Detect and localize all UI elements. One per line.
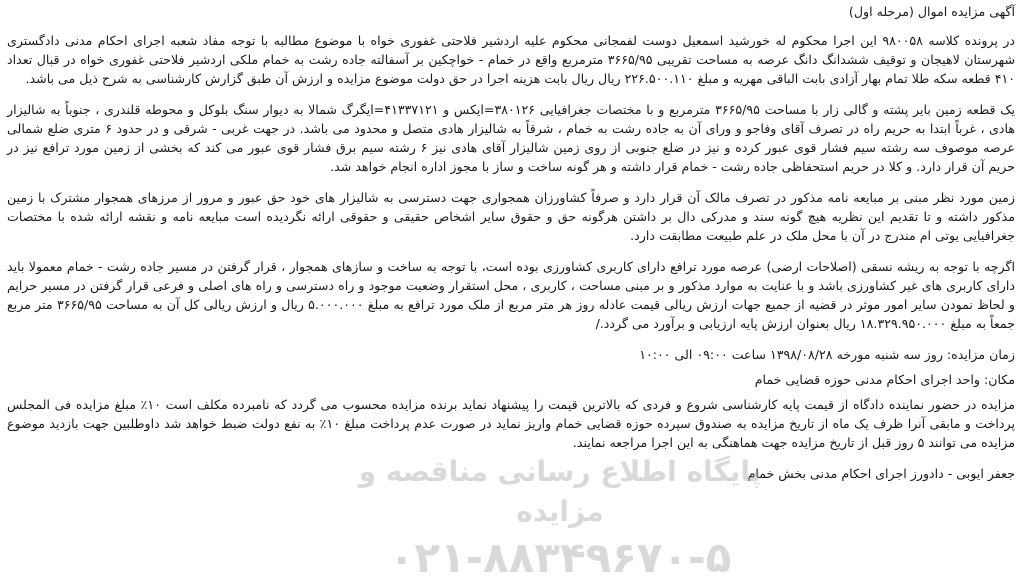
property-description-paragraph: یک قطعه زمین بایر پشته و گالی زار با مساحت ۳۶۶۵/۹۵ مترمربع و با مختصات جغرافیایی ۳۸۰۱۲۶=ایکس و ۴۱۳۳۷۱۲۱=ایگرگ شمالا به دیوار سنگ بلوکل و محوطه قلندری ، جنوباً به شالیزار هادی ، غرباً ابتدا به حریم راه در تصرف آقای وفاجو و ورای آن به جاده رشت به خمام ، شرقاً به شالیزار هادی متصل و محدود می باشد. در جهت غربی - شرقی و در حدود ۶ متری ضلع شمالی عرصه موصوف سه رشته سیم فشار قوی عبور کرده و نیز در ضلع جنوبی از روی زمین شالیزار آقای هادی نیز ۶ رشته سیم برق فشار قوی عبور می کند که بخشی از زمین مورد ترافع نیز در حریم آن قرار دارد. و کلا در حریم استحفاظی جاده رشت - خمام قرار داشته و هر گونه ساخت و ساز با مجوز اداره انجام خواهد شد. [7,102,1015,174]
notice-title: آگهی مزایده اموال (مرحله اول) [848,4,1015,19]
valuation-paragraph: اگرچه با توجه به ریشه نسقی (اصلاحات ارضی) عرصه مورد ترافع دارای کاربری کشاورزی بوده است، با توجه به ساخت و سازهای همجوار ، قرار گرفتن در مسیر جاده رشت - خمام معمولا باید دارای کاربری های غیر کشاورزی باشد و با عنایت به موارد مذکور و بر مبنی مساحت ، کاربری ، محل استقرار وضعیت موجود و راه دسترسی و راه های اصلی و فرعی قرار گرفتن در مسیر حرایم و لحاظ نمودن سایر امور موثر در قضیه از جمیع جهات ارزش ریالی قیمت عادله روز هر متر مربع از ملک مورد ترافع به مبلغ ۵.۰۰۰.۰۰۰ ریال و ارزش ریالی کل آن به مساحت ۳۶۶۵/۹۵ متر مربع جمعاً به مبلغ ۱۸.۳۲۹.۹۵۰.۰۰۰ ریال بعنوان ارزش پایه ارزیابی و برآورد می گردد./ [7,259,1016,331]
auction-time: زمان مزایده: روز سه شنبه مورخه ۱۳۹۸/۰۸/۲۸ ساعت ۰۹:۰۰ الی ۱۰:۰۰ [639,347,1015,362]
auction-terms-paragraph: مزایده در حضور نماینده دادگاه از قیمت پایه کارشناسی شروع و فردی که بالاترین قیمت را پیشنهاد نماید برنده مزایده محسوب می گردد که نامبرده مکلف است ۱۰٪ مبلغ مزایده فی المجلس پرداخت و مابقی آنرا ظرف یک ماه از تاریخ مزایده به صندوق سپرده حوزه قضایی خمام واریز نماید در صورت عدم پرداخت مبلغ ۱۰٪ به نفع دولت ضبط خواهد شد داوطلبین جهت بازدید موضوع مزایده می توانند ۵ روز قبل از تاریخ مزایده جهت هماهنگی به این اجرا مراجعه نمایند. [7,397,1015,450]
watermark-site-name: پایگاه اطلاع رسانی مناقصه و مزایده [358,455,762,528]
ownership-paragraph: زمین مورد نظر مبنی بر مبایعه نامه مذکور در تصرف مالک آن قرار دارد و صرفاً کشاورزان همجواری جهت دسترسی به شالیزار های خود حق عبور و مرور از مرزهای همجوار مشترک با زمین مذکور داشته و تا تقدیم این نظریه هیچ گونه سند و مدرکی دال بر داشتن هرگونه حق و حقوق سایر اشخاص حقیقی و حقوقی ارائه نگردیده است مبایعه نامه و نقشه ارائه شده با مختصات جغرافیایی یوتی ام مندرج در آن با محل ملک در علم طبیعت مطابقت دارد. [7,190,1015,243]
auction-place: مکان: واحد اجرای احکام مدنی حوزه قضایی خمام [754,372,1015,387]
watermark-phone: ۰۲۱-۸۸۳۴۹۶۷۰-۵ [388,533,732,582]
signature: جعفر ایوبی - دادورز اجرای احکام مدنی بخش خمام [747,466,1015,481]
case-paragraph: در پرونده کلاسه ۹۸۰۰۵۸ این اجرا محکوم له خورشید اسمعیل دوست لفمجانی محکوم علیه اردشیر فلاحتی غفوری خواه با موضوع مطالبه با توجه مفاد شعبه اجرای احکام مدنی دادگستری شهرستان لاهیجان و توقیف ششدانگ دانگ عرصه به مساحت تقریبی ۳۶۶۵/۹۵ مترمربع واقع در خمام - خواچکین بر آسفالته جاده رشت به خمام ملکی اردشیر فلاحتی غفوری خواه در قبال تعداد ۴۱۰ قطعه سکه طلا تمام بهار آزادی بابت الباقی مهریه و مبلغ ۲۲۶.۵۰۰.۱۱۰ ریال ریال بابت هزینه اجرا در حق دولت موضوع مزایده و ارزش آن طبق گزارش کارشناسی به شرح ذیل می باشد. [7,33,1016,86]
